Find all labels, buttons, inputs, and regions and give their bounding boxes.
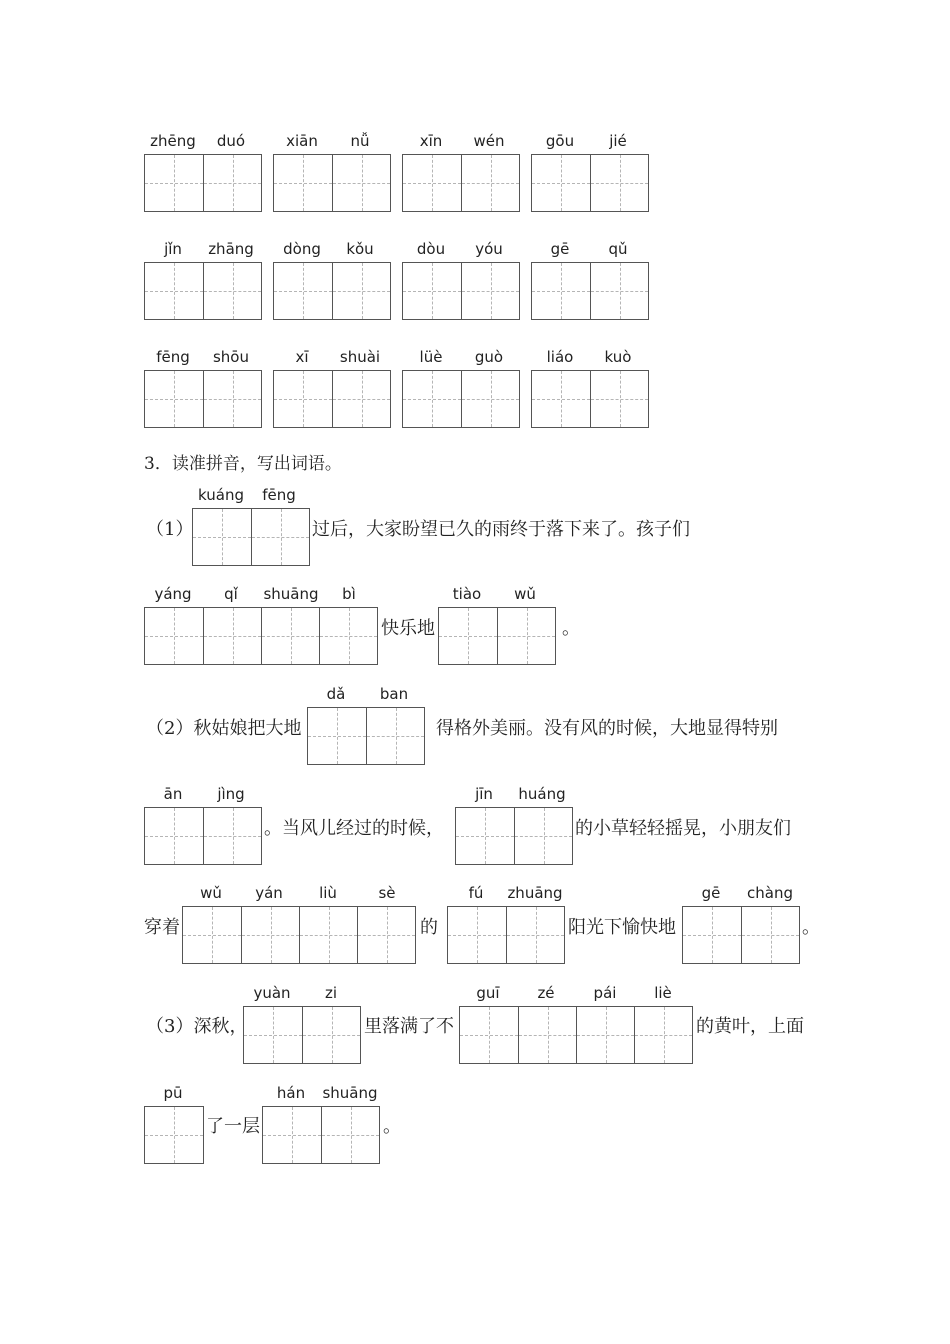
writing-grid[interactable] (144, 807, 262, 865)
grid-cell[interactable] (183, 907, 241, 963)
pinyin-syllable: pái (593, 984, 617, 1002)
pinyin-syllable: shuài (339, 348, 381, 366)
writing-grid[interactable] (531, 370, 649, 428)
grid-cell[interactable] (403, 263, 461, 319)
sentence-text: （3）深秋， (146, 1016, 248, 1037)
grid-cell[interactable] (403, 155, 461, 211)
grid-cell[interactable] (241, 907, 299, 963)
pinyin-syllable: dǎ (326, 685, 346, 703)
writing-grid[interactable] (531, 154, 649, 212)
writing-grid[interactable] (402, 262, 520, 320)
pinyin-syllable: zhāng (208, 240, 254, 258)
grid-cell[interactable] (263, 1107, 321, 1163)
writing-grid[interactable] (273, 262, 391, 320)
writing-grid[interactable] (307, 707, 425, 765)
grid-cell[interactable] (332, 155, 390, 211)
grid-cell[interactable] (332, 263, 390, 319)
writing-grid[interactable] (144, 154, 262, 212)
grid-cell[interactable] (261, 608, 319, 664)
pinyin-syllable: tiào (452, 585, 482, 603)
writing-grid[interactable] (192, 508, 310, 566)
writing-grid[interactable] (402, 154, 520, 212)
writing-grid[interactable] (682, 906, 800, 964)
pinyin-syllable: xī (295, 348, 309, 366)
grid-cell[interactable] (683, 907, 741, 963)
pinyin-syllable: liè (654, 984, 672, 1002)
pinyin-syllable: liáo (546, 348, 574, 366)
writing-grid[interactable] (144, 607, 378, 665)
pinyin-syllable: jié (609, 132, 627, 150)
writing-grid[interactable] (273, 154, 391, 212)
writing-grid[interactable] (243, 1006, 361, 1064)
grid-cell[interactable] (514, 808, 572, 864)
grid-cell[interactable] (203, 263, 261, 319)
grid-cell[interactable] (145, 371, 203, 427)
pinyin-syllable: gōu (545, 132, 575, 150)
pinyin-syllable: fēng (262, 486, 296, 504)
sentence-text: 。 (562, 618, 580, 639)
pinyin-syllable: gē (701, 884, 721, 902)
grid-cell[interactable] (590, 371, 648, 427)
pinyin-syllable: shuāng (263, 585, 319, 603)
pinyin-syllable: zhuāng (507, 884, 563, 902)
pinyin-syllable: gē (550, 240, 570, 258)
sentence-text: 。 (802, 917, 820, 938)
pinyin-syllable: wén (473, 132, 505, 150)
grid-cell[interactable] (461, 371, 519, 427)
writing-grid[interactable] (459, 1006, 693, 1064)
grid-cell[interactable] (448, 907, 506, 963)
writing-grid[interactable] (273, 370, 391, 428)
writing-grid[interactable] (402, 370, 520, 428)
grid-cell[interactable] (145, 263, 203, 319)
grid-cell[interactable] (456, 808, 514, 864)
grid-cell[interactable] (203, 608, 261, 664)
grid-cell[interactable] (590, 155, 648, 211)
grid-cell[interactable] (634, 1007, 692, 1063)
sentence-text: 。当风儿经过的时候， (264, 818, 444, 839)
sentence-text: 里落满了不 (364, 1016, 454, 1037)
grid-cell[interactable] (532, 263, 590, 319)
pinyin-syllable: jīn (475, 785, 493, 803)
writing-grid[interactable] (438, 607, 556, 665)
pinyin-syllable: chàng (747, 884, 793, 902)
grid-cell[interactable] (357, 907, 415, 963)
pinyin-syllable: sè (378, 884, 396, 902)
pinyin-syllable: liù (319, 884, 337, 902)
writing-grid[interactable] (531, 262, 649, 320)
sentence-text: 。 (383, 1116, 401, 1137)
grid-cell[interactable] (461, 155, 519, 211)
pinyin-syllable: yuàn (253, 984, 291, 1002)
grid-cell[interactable] (321, 1107, 379, 1163)
grid-cell[interactable] (308, 708, 366, 764)
pinyin-syllable: shuāng (322, 1084, 378, 1102)
writing-grid[interactable] (144, 262, 262, 320)
pinyin-syllable: bì (342, 585, 356, 603)
pinyin-syllable: kǒu (346, 240, 374, 258)
grid-cell[interactable] (145, 608, 203, 664)
grid-cell[interactable] (274, 155, 332, 211)
pinyin-syllable: guī (476, 984, 500, 1002)
grid-cell[interactable] (251, 509, 309, 565)
pinyin-syllable: hán (276, 1084, 306, 1102)
sentence-text: （2）秋姑娘把大地 (146, 718, 302, 739)
writing-grid[interactable] (455, 807, 573, 865)
grid-cell[interactable] (299, 907, 357, 963)
sentence-text: 的小草轻轻摇晃，小朋友们 (575, 818, 791, 839)
pinyin-syllable: shōu (212, 348, 249, 366)
section-heading: 3．读准拼音，写出词语。 (144, 454, 342, 474)
grid-cell[interactable] (244, 1007, 302, 1063)
writing-grid[interactable] (144, 370, 262, 428)
grid-cell[interactable] (332, 371, 390, 427)
sentence-text: 的 (420, 917, 438, 938)
pinyin-syllable: kuáng (198, 486, 244, 504)
sentence-text: 阳光下愉快地 (568, 917, 676, 938)
grid-cell[interactable] (145, 1107, 203, 1163)
pinyin-syllable: dòu (416, 240, 446, 258)
sentence-text: 的黄叶，上面 (696, 1016, 804, 1037)
sentence-text: 快乐地 (381, 618, 435, 639)
sentence-text: （1） (146, 519, 194, 540)
grid-cell[interactable] (145, 808, 203, 864)
pinyin-syllable: fēng (156, 348, 190, 366)
pinyin-syllable: kuò (604, 348, 632, 366)
grid-cell[interactable] (274, 263, 332, 319)
pinyin-syllable: guò (474, 348, 504, 366)
grid-cell[interactable] (203, 155, 261, 211)
sentence-text: 过后，大家盼望已久的雨终于落下来了。孩子们 (312, 519, 690, 540)
pinyin-syllable: fú (468, 884, 484, 902)
pinyin-syllable: nǚ (350, 132, 370, 150)
sentence-text: 了一层 (206, 1116, 260, 1137)
pinyin-syllable: ān (163, 785, 183, 803)
pinyin-syllable: xīn (419, 132, 443, 150)
grid-cell[interactable] (439, 608, 497, 664)
pinyin-syllable: jǐn (164, 240, 182, 258)
sentence-text: 得格外美丽。没有风的时候，大地显得特别 (436, 718, 778, 739)
pinyin-syllable: duó (216, 132, 246, 150)
grid-cell[interactable] (461, 263, 519, 319)
pinyin-syllable: zhēng (150, 132, 196, 150)
pinyin-syllable: huáng (518, 785, 566, 803)
writing-grid[interactable] (447, 906, 565, 964)
grid-cell[interactable] (460, 1007, 518, 1063)
pinyin-syllable: qǔ (608, 240, 628, 258)
grid-cell[interactable] (518, 1007, 576, 1063)
grid-cell[interactable] (532, 155, 590, 211)
grid-cell[interactable] (203, 808, 261, 864)
pinyin-syllable: zé (537, 984, 555, 1002)
grid-cell[interactable] (506, 907, 564, 963)
grid-cell[interactable] (532, 371, 590, 427)
pinyin-syllable: jìng (217, 785, 245, 803)
pinyin-syllable: xiān (286, 132, 318, 150)
pinyin-syllable: yóu (475, 240, 503, 258)
grid-cell[interactable] (145, 155, 203, 211)
pinyin-syllable: wǔ (514, 585, 536, 603)
pinyin-syllable: qǐ (224, 585, 238, 603)
grid-cell[interactable] (203, 371, 261, 427)
pinyin-syllable: yáng (154, 585, 192, 603)
pinyin-syllable: pū (163, 1084, 183, 1102)
grid-cell[interactable] (274, 371, 332, 427)
writing-grid[interactable] (182, 906, 416, 964)
grid-cell[interactable] (403, 371, 461, 427)
pinyin-syllable: yán (255, 884, 283, 902)
pinyin-syllable: zi (324, 984, 338, 1002)
pinyin-syllable: wǔ (200, 884, 222, 902)
grid-cell[interactable] (590, 263, 648, 319)
pinyin-syllable: ban (379, 685, 409, 703)
writing-grid[interactable] (144, 1106, 204, 1164)
sentence-text: 穿着 (144, 917, 180, 938)
grid-cell[interactable] (302, 1007, 360, 1063)
pinyin-syllable: dòng (283, 240, 321, 258)
grid-cell[interactable] (741, 907, 799, 963)
pinyin-syllable: lüè (419, 348, 443, 366)
grid-cell[interactable] (193, 509, 251, 565)
grid-cell[interactable] (319, 608, 377, 664)
grid-cell[interactable] (576, 1007, 634, 1063)
grid-cell[interactable] (366, 708, 424, 764)
writing-grid[interactable] (262, 1106, 380, 1164)
grid-cell[interactable] (497, 608, 555, 664)
